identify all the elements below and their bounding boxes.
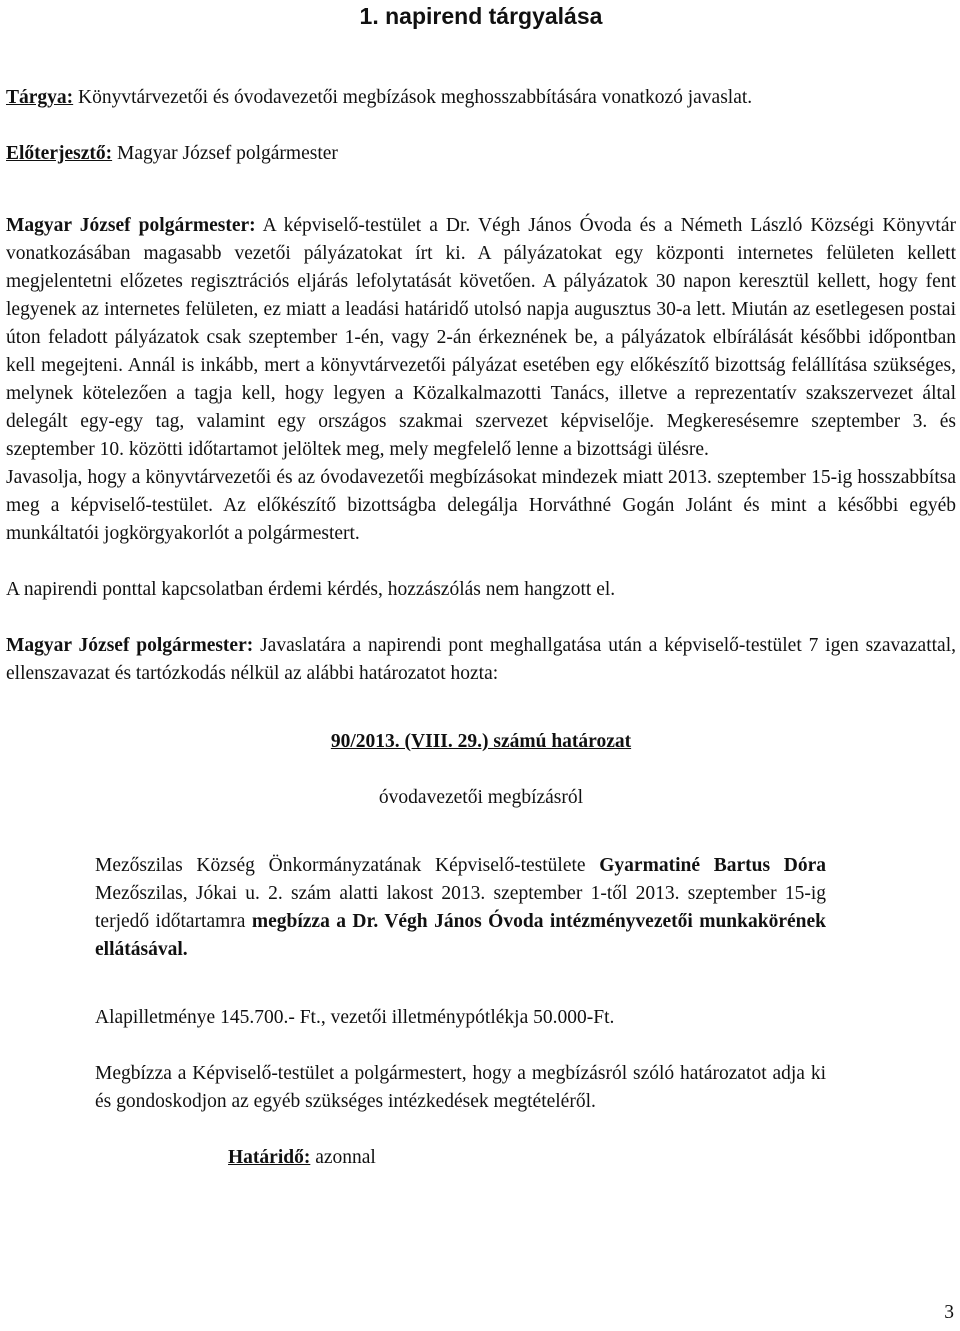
resolution-body <box>95 852 826 1116</box>
speaker-label: Magyar József polgármester: <box>6 635 254 656</box>
no-questions-paragraph: A napirendi ponttal kapcsolatban érdemi kérdés, hozzászólás nem hangzott el. <box>6 579 616 600</box>
resolution-subtitle: óvodavezetői megbízásról <box>378 787 584 808</box>
presenter-text: Magyar József polgármester <box>112 143 338 164</box>
salary-paragraph: Alapilletménye 145.700.- Ft., vezetői illetménypótlékja 50.000-Ft. <box>95 1007 615 1028</box>
speech-text: A képviselő-testület a Dr. Végh János Óvoda és a Németh László Községi Könyvtár vonatkozásában magasabb vezetői pályázatokat írt ki. A pályázatokat egy központi internetes felületen kellett megjelentetni előzetes regisztrációs eljárás lefolytatását követően. A pályázatok 30 napon keresztül kellett, hogy fent legyenek az internetes felületen, ez miatt a leadási határidő utolsó napja augusztus 30-a lett. Miután az esetlegesen postai úton feladott pályázatok csak szeptember 1-én, vagy 2-án érkeznének be, a pályázatok elbírálását későbbi időpontban kell megejteni. Annál is inkább, mert a könyvtárvezetői pályázat esetében egy előkészítő bizottság felállítása szükséges, melynek kötelezően a tagja kell, hogy legyen a Közalkalmazotti Tanács, illetve a reprezentatív szakszervezet által delegált egy-egy tag, valamint egy országos szakmai szervezet képviselője. Megkeresésemre szeptember 3. és szeptember 10. közötti időtartamot jelöltek meg, mely megfelelő lenne a bizottsági ülésre. <box>6 215 956 460</box>
speech-paragraph-2: Javasolja, hogy a könyvtárvezetői és az óvodavezetői megbízásokat mindezek miatt 2013. szeptember 15-ig hosszabbítsa meg a képviselő-testület. Az előkészítő bizottságba delegálja Horváthné Gogán Jolánt és mint a későbbi egyéb munkáltatói jogkörgyakorlót a polgármestert. <box>6 467 956 544</box>
appointee-name: Gyarmatiné Bartus Dóra <box>599 855 826 876</box>
vote-text: Javaslatára a napirendi pont meghallgatása után a képviselő-testület 7 igen szavazattal, ellenszavazat és tartózkodás nélkül az alábbi határozatot hozta: <box>6 635 956 684</box>
appointment-text: megbízza a Dr. Végh János Óvoda intézményvezetői munkakörének ellátásával. <box>95 911 826 960</box>
document-page <box>6 0 956 1172</box>
speech-paragraph-1 <box>6 212 956 464</box>
page-number: 3 <box>944 1302 954 1323</box>
resolution-paragraph-1 <box>95 852 826 964</box>
presenter-label: Előterjesztő: <box>6 143 113 164</box>
deadline-label: Határidő: <box>228 1147 311 1168</box>
subject-text: Könyvtárvezetői és óvodavezetői megbízások meghosszabbítására vonatkozó javaslat. <box>73 87 753 108</box>
resolution-text: Mezőszilas Község Önkormányzatának Képviselő-testülete <box>95 855 600 876</box>
deadline-line <box>228 1144 956 1172</box>
resolution-number: 90/2013. (VIII. 29.) számú határozat <box>330 731 632 752</box>
resolution-text: Mezőszilas, Jókai u. 2. szám alatti lakost 2013. szeptember 1-től 2013. szeptember 15-ig terjedő időtartamra <box>95 883 826 932</box>
subject-paragraph <box>6 84 956 112</box>
deadline-value: azonnal <box>310 1147 376 1168</box>
resolution-number-line <box>6 728 956 756</box>
mandate-paragraph: Megbízza a Képviselő-testület a polgármestert, hogy a megbízásról szóló határozatot adja ki és gondoskodjon az egyéb szükséges intézkedések megtételéről. <box>95 1063 826 1112</box>
page-title: 1. napirend tárgyalása <box>359 3 603 29</box>
subject-label: Tárgya: <box>6 87 74 108</box>
presenter-paragraph <box>6 140 956 168</box>
speaker-label: Magyar József polgármester: <box>6 215 256 236</box>
vote-paragraph <box>6 632 956 688</box>
